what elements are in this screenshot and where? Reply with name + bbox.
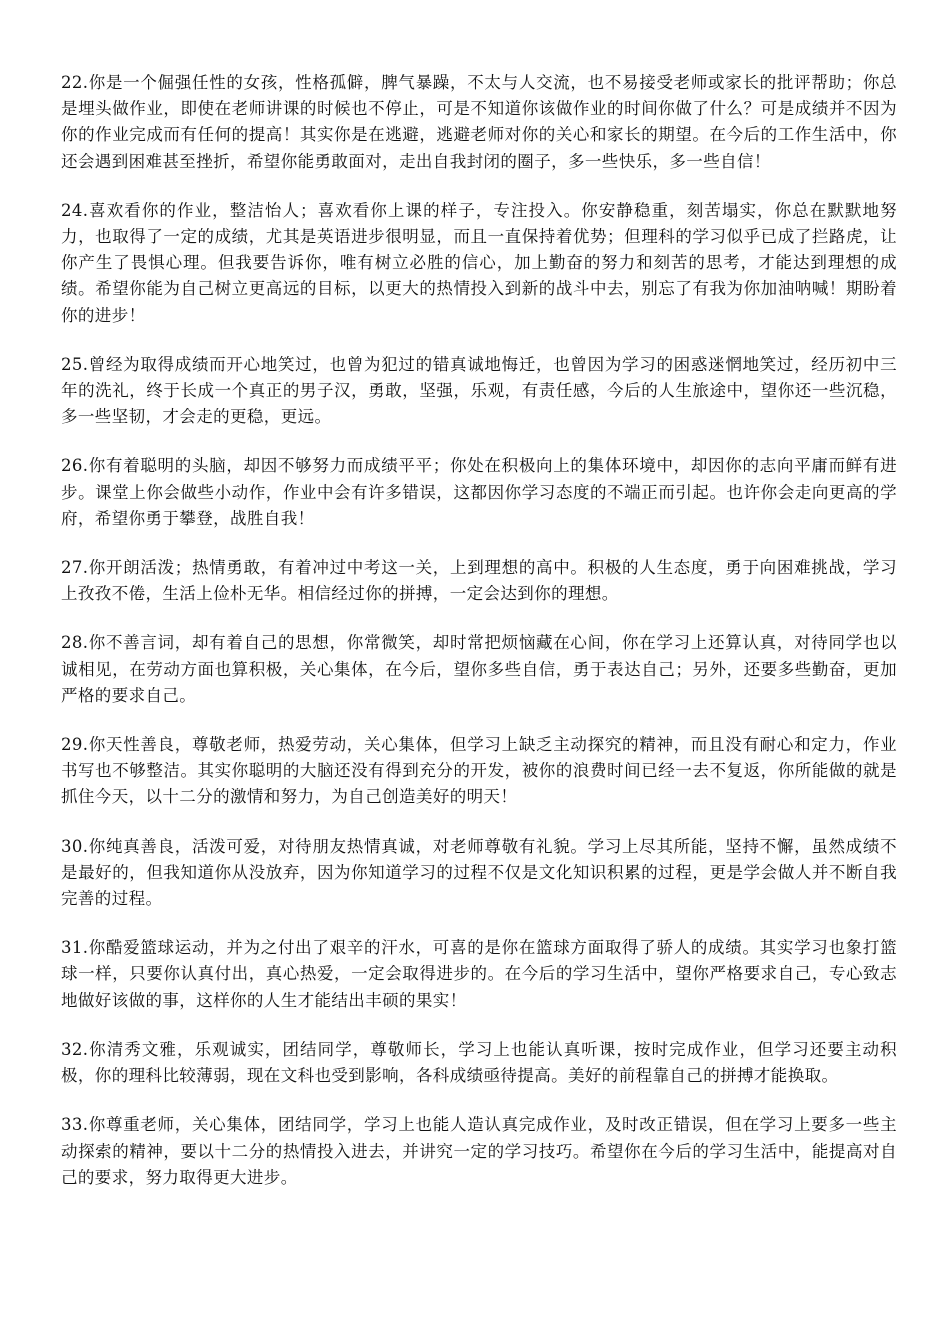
document-body (61, 70, 897, 1214)
comment-paragraph-27: 27.你开朗活泼；热情勇敢，有着冲过中考这一关，上到理想的高中。积极的人生态度，勇于向困难挑战，学习上孜孜不倦，生活上俭朴无华。相信经过你的拼搏，一定会达到你的理想。 (61, 558, 897, 604)
comment-paragraph-29: 29.你天性善良，尊敬老师，热爱劳动，关心集体，但学习上缺乏主动探究的精神，而且没有耐心和定力，作业书写也不够整洁。其实你聪明的大脑还没有得到充分的开发，被你的浪费时间已经一去不复返，你所能做的就是抓住今天，以十二分的激情和努力，为自己创造美好的明天！ (61, 735, 897, 807)
comment-paragraph-22: 22.你是一个倔强任性的女孩，性格孤僻，脾气暴躁，不太与人交流，也不易接受老师或家长的批评帮助；你总是埋头做作业，即使在老师讲课的时候也不停止，可是不知道你该做作业的时间你做了什么？可是成绩并不因为你的作业完成而有任何的提高！其实你是在逃避，逃避老师对你的关心和家长的期望。在今后的工作生活中，你还会遇到困难甚至挫折，希望你能勇敢面对，走出自我封闭的圈子，多一些快乐，多一些自信！ (61, 73, 897, 171)
comment-paragraph-33: 33.你尊重老师，关心集体，团结同学，学习上也能人造认真完成作业，及时改正错误，但在学习上要多一些主动探索的精神，要以十二分的热情投入进去，并讲究一定的学习技巧。希望你在今后的学习生活中，能提高对自己的要求，努力取得更大进步。 (61, 1115, 897, 1187)
comment-paragraph-26: 26.你有着聪明的头脑，却因不够努力而成绩平平；你处在积极向上的集体环境中，却因你的志向平庸而鲜有进步。课堂上你会做些小动作，作业中会有许多错误，这都因你学习态度的不端正而引起。也许你会走向更高的学府，希望你勇于攀登，战胜自我！ (61, 456, 897, 528)
comment-paragraph-24: 24.喜欢看你的作业，整洁怡人；喜欢看你上课的样子，专注投入。你安静稳重，刻苦塌实，你总在默默地努力，也取得了一定的成绩，尤其是英语进步很明显，而且一直保持着优势；但理科的学习似乎已成了拦路虎，让你产生了畏惧心理。但我要告诉你，唯有树立必胜的信心，加上勤奋的努力和刻苦的思考，才能达到理想的成绩。希望你能为自己树立更高远的目标，以更大的热情投入到新的战斗中去，别忘了有我为你加油呐喊！期盼着你的进步！ (61, 200, 897, 325)
comment-paragraph-31: 31.你酷爱篮球运动，并为之付出了艰辛的汗水，可喜的是你在篮球方面取得了骄人的成绩。其实学习也象打篮球一样，只要你认真付出，真心热爱，一定会取得进步的。在今后的学习生活中，望你严格要求自己，专心致志地做好该做的事，这样你的人生才能结出丰硕的果实！ (61, 938, 897, 1010)
comment-paragraph-28: 28.你不善言词，却有着自己的思想，你常微笑，却时常把烦恼藏在心间，你在学习上还算认真，对待同学也以诚相见，在劳动方面也算积极，关心集体，在今后，望你多些自信，勇于表达自己；另外，还要多些勤奋，更加严格的要求自己。 (61, 633, 897, 705)
comment-paragraph-25: 25.曾经为取得成绩而开心地笑过，也曾为犯过的错真诚地悔迁，也曾因为学习的困惑迷惘地笑过，经历初中三年的洗礼，终于长成一个真正的男子汉，勇敢，坚强，乐观，有责任感，今后的人生旅途中，望你还一些沉稳，多一些坚韧，才会走的更稳，更远。 (61, 354, 897, 427)
comment-paragraph-32: 32.你清秀文雅，乐观诚实，团结同学，尊敬师长，学习上也能认真听课，按时完成作业，但学习还要主动积极，你的理科比较薄弱，现在文科也受到影响，各科成绩亟待提高。美好的前程靠自己的拼搏才能换取。 (61, 1039, 897, 1086)
comment-paragraph-30: 30.你纯真善良，活泼可爱，对待朋友热情真诚，对老师尊敬有礼貌。学习上尽其所能，坚持不懈，虽然成绩不是最好的，但我知道你从没放弃，因为你知道学习的过程不仅是文化知识积累的过程，更是学会做人并不断自我完善的过程。 (61, 836, 897, 909)
